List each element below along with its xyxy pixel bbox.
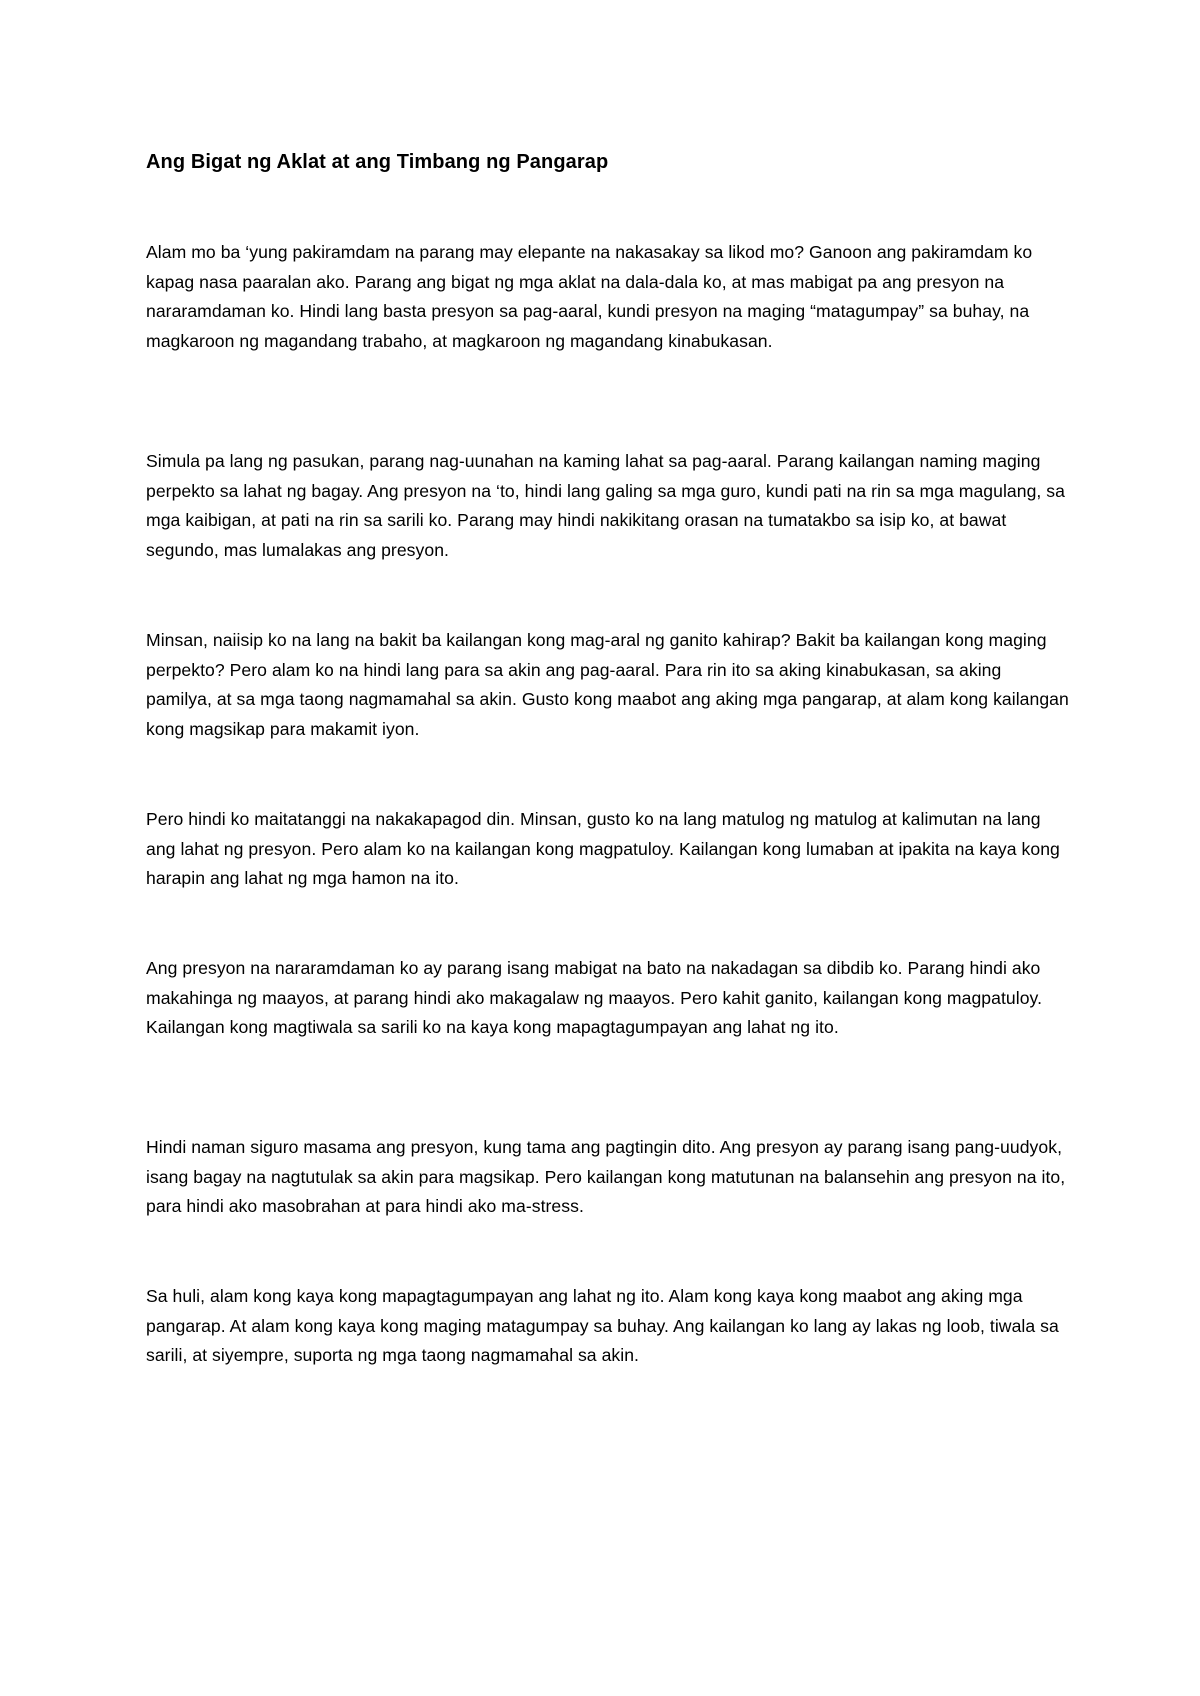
document-title: Ang Bigat ng Aklat at ang Timbang ng Pangarap — [146, 151, 609, 173]
paragraph-7: Sa huli, alam kong kaya kong mapagtagumpayan ang lahat ng ito. Alam kong kaya kong maabot ang aking mga pangarap. At alam kong kaya kong maging matagumpay sa buhay. Ang kailangan ko lang ay lakas ng loob, tiwala sa sarili, at siyempre, suporta ng mga taong nagmamahal sa akin. — [146, 1286, 1059, 1365]
paragraph-2: Simula pa lang ng pasukan, parang nag-uunahan na kaming lahat sa pag-aaral. Parang kailangan naming maging perpekto sa lahat ng bagay. Ang presyon na ‘to, hindi lang galing sa mga guro, kundi pati na rin sa mga magulang, sa mga kaibigan, at pati na rin sa sarili ko. Parang may hindi nakikitang orasan na tumatakbo sa isip ko, at bawat segundo, mas lumalakas ang presyon. — [146, 451, 1065, 560]
paragraph-5: Ang presyon na nararamdaman ko ay parang isang mabigat na bato na nakadagan sa dibdib ko. Parang hindi ako makahinga ng maayos, at parang hindi ako makagalaw ng maayos. Pero kahit ganito, kailangan kong magpatuloy. Kailangan kong magtiwala sa sarili ko na kaya kong mapagtagumpayan ang lahat ng ito. — [146, 958, 1043, 1037]
paragraph-1: Alam mo ba ‘yung pakiramdam na parang may elepante na nakasakay sa likod mo? Ganoon ang pakiramdam ko kapag nasa paaralan ako. Parang ang bigat ng mga aklat na dala-dala ko, at mas mabigat pa ang presyon na nararamdaman ko. Hindi lang basta presyon sa pag-aaral, kundi presyon na maging “matagumpay” sa buhay, na magkaroon ng magandang trabaho, at magkaroon ng magandang kinabukasan. — [146, 242, 1033, 351]
paragraph-4: Pero hindi ko maitatanggi na nakakapagod din. Minsan, gusto ko na lang matulog ng matulog at kalimutan na lang ang lahat ng presyon. Pero alam ko na kailangan kong magpatuloy. Kailangan kong lumaban at ipakita na kaya kong harapin ang lahat ng mga hamon na ito. — [146, 809, 1060, 888]
paragraph-6: Hindi naman siguro masama ang presyon, kung tama ang pagtingin dito. Ang presyon ay parang isang pang-uudyok, isang bagay na nagtutulak sa akin para magsikap. Pero kailangan kong matutunan na balansehin ang presyon na ito, para hindi ako masobrahan at para hindi ako ma-stress. — [146, 1137, 1066, 1216]
paragraph-3: Minsan, naiisip ko na lang na bakit ba kailangan kong mag-aral ng ganito kahirap? Bakit ba kailangan kong maging perpekto? Pero alam ko na hindi lang para sa akin ang pag-aaral. Para rin ito sa aking kinabukasan, sa aking pamilya, at sa mga taong nagmamahal sa akin. Gusto kong maabot ang aking mga pangarap, at alam kong kailangan kong magsikap para makamit iyon. — [146, 630, 1069, 739]
